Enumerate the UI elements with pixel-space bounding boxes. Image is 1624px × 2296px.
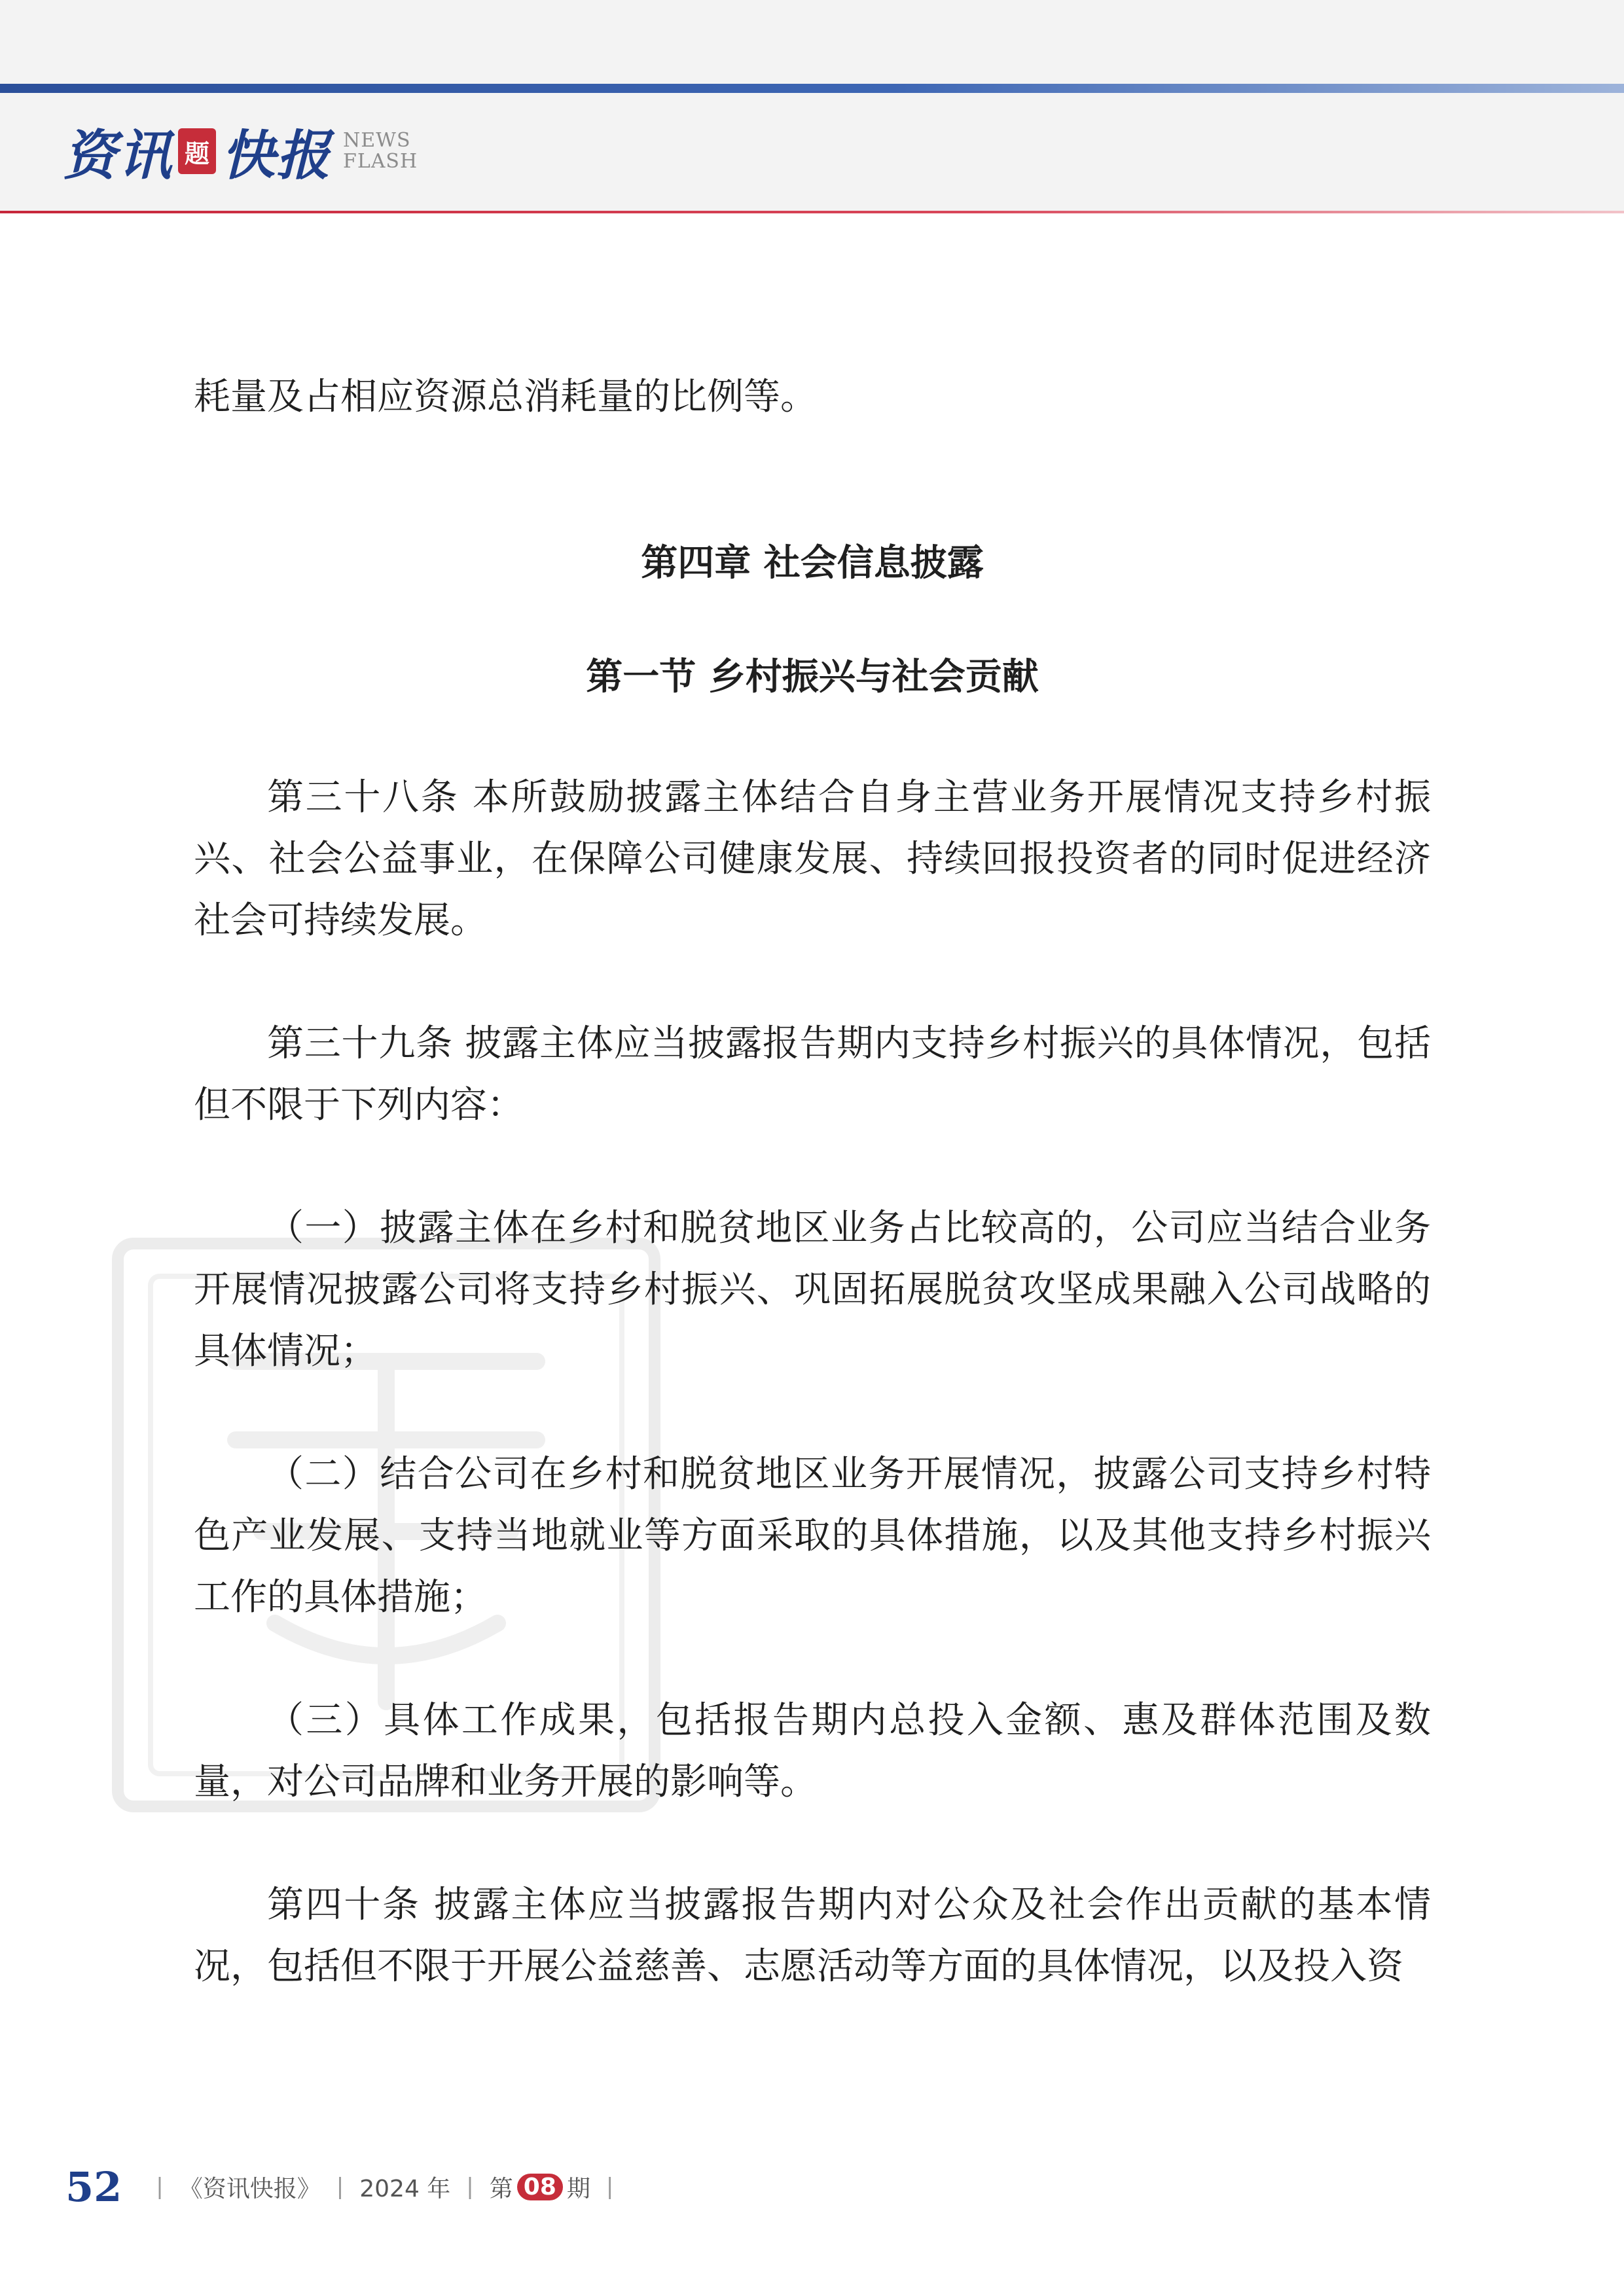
section-heading: 第一节 乡村振兴与社会贡献: [586, 656, 1039, 698]
item-3-paragraph: （三）具体工作成果，包括报告期内总投入金额、惠及群体范围及数量，对公司品牌和业务开展的影响等。: [194, 1699, 1431, 1803]
item-2-paragraph: （二）结合公司在乡村和脱贫地区业务开展情况，披露公司支持乡村特色产业发展、支持当地就业等方面采取的具体措施，以及其他支持乡村振兴工作的具体措施；: [194, 1453, 1431, 1619]
page-number: 52: [65, 2162, 122, 2211]
footer-separator: |: [156, 2174, 164, 2200]
issue-suffix: 期: [566, 2175, 590, 2202]
page-footer: [65, 2157, 629, 2216]
issue-number-badge: 08: [517, 2174, 563, 2200]
article-39-paragraph: 第三十九条 披露主体应当披露报告期内支持乡村振兴的具体情况，包括但不限于下列内容：: [194, 1022, 1431, 1126]
publication-name: 《资讯快报》: [179, 2175, 321, 2202]
footer-separator: |: [336, 2174, 344, 2200]
masthead-en-line1: NEWS: [343, 129, 411, 152]
masthead-en-line2: FLASH: [343, 150, 418, 173]
issue-prefix: 第: [489, 2175, 513, 2202]
chapter-heading: 第四章 社会信息披露: [641, 542, 984, 584]
publication-year: 2024 年: [359, 2175, 451, 2202]
masthead-english: [343, 130, 418, 172]
header-divider-line: [0, 211, 1624, 213]
header-accent-bar: [0, 84, 1624, 93]
masthead-title-part2: 快报: [221, 124, 331, 187]
footer-separator: |: [605, 2174, 614, 2200]
article-40-paragraph: 第四十条 披露主体应当披露报告期内对公众及社会作出贡献的基本情况，包括但不限于开展公益慈善、志愿活动等方面的具体情况，以及投入资: [194, 1884, 1431, 1988]
masthead-seal-icon: 题: [178, 128, 216, 174]
lead-paragraph: 耗量及占相应资源总消耗量的比例等。: [194, 376, 817, 418]
article-38-paragraph: 第三十八条 本所鼓励披露主体结合自身主营业务开展情况支持乡村振兴、社会公益事业，在保障公司健康发展、持续回报投资者的同时促进经济社会可持续发展。: [194, 776, 1431, 942]
item-1-paragraph: （一）披露主体在乡村和脱贫地区业务占比较高的，公司应当结合业务开展情况披露公司将支持乡村振兴、巩固拓展脱贫攻坚成果融入公司战略的具体情况；: [194, 1207, 1431, 1372]
footer-separator: |: [466, 2174, 474, 2200]
masthead-title-part1: 资讯: [63, 124, 173, 187]
masthead-logo: [63, 115, 418, 187]
article-body: [194, 367, 1431, 2059]
